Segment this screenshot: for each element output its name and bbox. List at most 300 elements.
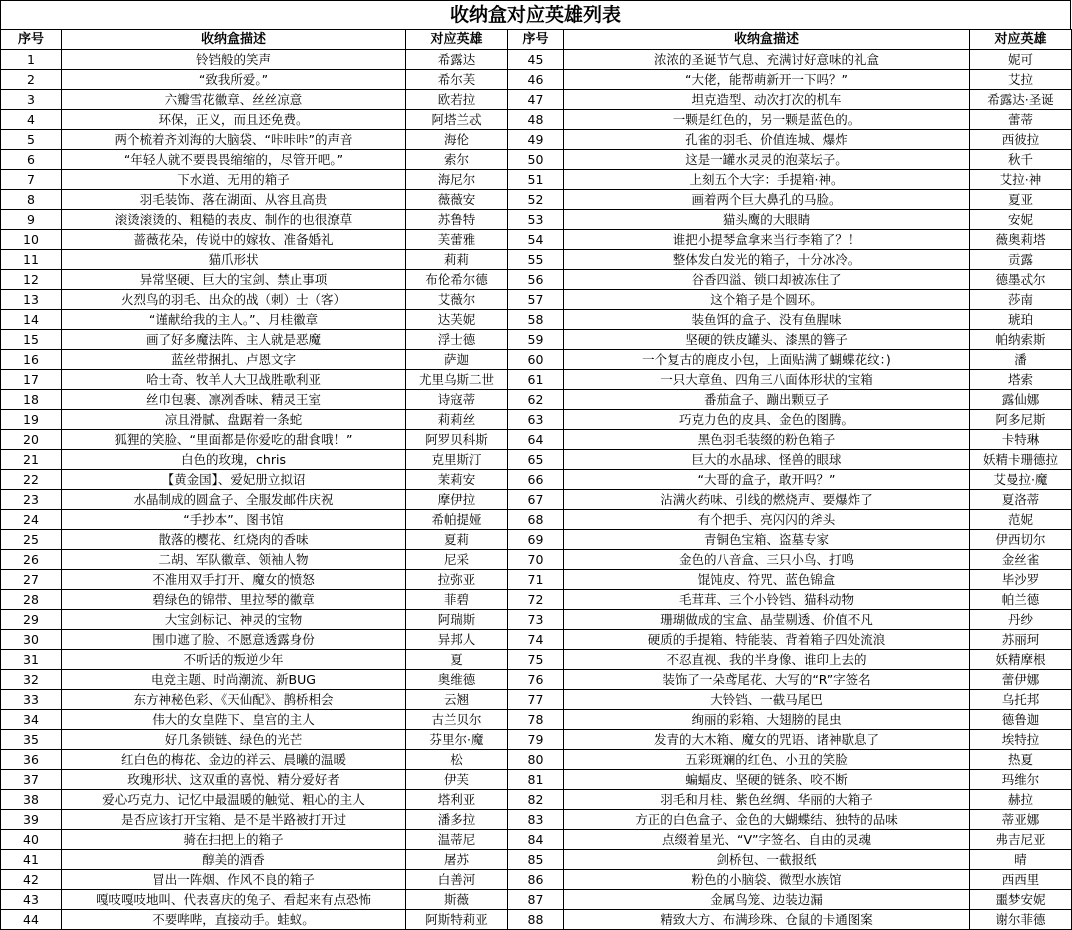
row-hero: 奥维德 (406, 670, 508, 690)
row-no-2: 73 (508, 610, 564, 630)
row-hero: 屠苏 (406, 850, 508, 870)
row-desc-2: 谷香四溢、锁口却被冻住了 (564, 270, 970, 290)
row-desc-2: 装鱼饵的盒子、没有鱼腥味 (564, 310, 970, 330)
row-no: 36 (1, 750, 62, 770)
row-desc: 丝巾包裹、凛冽香味、精灵王室 (62, 390, 406, 410)
row-no-2: 82 (508, 790, 564, 810)
row-desc: 哈士奇、牧羊人大卫战胜歌利亚 (62, 370, 406, 390)
row-no-2: 56 (508, 270, 564, 290)
row-desc-2: 画着两个巨大鼻孔的马脸。 (564, 190, 970, 210)
table-row (1, 310, 1072, 330)
table-row (1, 530, 1072, 550)
row-hero: 塔利亚 (406, 790, 508, 810)
row-desc-2: 五彩斑斓的红色、小丑的笑脸 (564, 750, 970, 770)
row-desc: 嘎吱嘎吱地叫、代表喜庆的兔子、看起来有点恐怖 (62, 890, 406, 910)
row-hero-2: 琥珀 (970, 310, 1072, 330)
row-no-2: 50 (508, 150, 564, 170)
row-hero-2: 西西里 (970, 870, 1072, 890)
row-hero: 芙蕾雅 (406, 230, 508, 250)
row-hero-2: 妖精卡珊德拉 (970, 450, 1072, 470)
row-hero-2: 秋千 (970, 150, 1072, 170)
table-row (1, 330, 1072, 350)
row-no-2: 74 (508, 630, 564, 650)
row-no: 6 (1, 150, 62, 170)
row-no-2: 62 (508, 390, 564, 410)
row-no-2: 68 (508, 510, 564, 530)
table-row (1, 50, 1072, 70)
row-no: 19 (1, 410, 62, 430)
row-desc-2: 馄饨皮、符咒、蓝色锦盒 (564, 570, 970, 590)
row-desc: 【黄金国】、爱妃册立拟诏 (62, 470, 406, 490)
row-desc: 醇美的酒香 (62, 850, 406, 870)
row-no-2: 63 (508, 410, 564, 430)
row-no-2: 85 (508, 850, 564, 870)
row-hero-2: 艾拉 (970, 70, 1072, 90)
row-no: 44 (1, 910, 62, 930)
row-hero-2: 谢尔菲德 (970, 910, 1072, 930)
row-hero: 欧若拉 (406, 90, 508, 110)
row-desc: 红白色的梅花、金边的祥云、晨曦的温暖 (62, 750, 406, 770)
table-row (1, 630, 1072, 650)
row-desc: 两个梳着齐刘海的大脑袋、“咔咔咔”的声音 (62, 130, 406, 150)
row-no-2: 52 (508, 190, 564, 210)
row-desc: 大宝剑标记、神灵的宝物 (62, 610, 406, 630)
row-hero-2: 妖精摩根 (970, 650, 1072, 670)
row-hero-2: 夏洛蒂 (970, 490, 1072, 510)
row-hero-2: 阿多尼斯 (970, 410, 1072, 430)
row-no-2: 58 (508, 310, 564, 330)
row-desc-2: 黑色羽毛装缀的粉色箱子 (564, 430, 970, 450)
row-no: 5 (1, 130, 62, 150)
row-no: 21 (1, 450, 62, 470)
row-no-2: 46 (508, 70, 564, 90)
row-no-2: 70 (508, 550, 564, 570)
row-hero-2: 赫拉 (970, 790, 1072, 810)
row-hero: 古兰贝尔 (406, 710, 508, 730)
row-no: 25 (1, 530, 62, 550)
table-row (1, 450, 1072, 470)
table-row (1, 350, 1072, 370)
row-hero: 夏 (406, 650, 508, 670)
row-desc: 碧绿色的锦带、里拉琴的徽章 (62, 590, 406, 610)
row-hero-2: 毕沙罗 (970, 570, 1072, 590)
row-no-2: 48 (508, 110, 564, 130)
table-row (1, 910, 1072, 930)
row-hero: 阿罗贝科斯 (406, 430, 508, 450)
table-row (1, 710, 1072, 730)
row-desc-2: 一只大章鱼、四角三八面体形状的宝箱 (564, 370, 970, 390)
row-desc: 散落的樱花、红烧肉的香味 (62, 530, 406, 550)
table-row (1, 810, 1072, 830)
row-desc-2: 粉色的小脑袋、微型水族馆 (564, 870, 970, 890)
row-no: 18 (1, 390, 62, 410)
row-no: 31 (1, 650, 62, 670)
row-hero: 萨迦 (406, 350, 508, 370)
row-hero: 温蒂尼 (406, 830, 508, 850)
row-no: 34 (1, 710, 62, 730)
row-hero: 浮士德 (406, 330, 508, 350)
row-hero: 苏鲁特 (406, 210, 508, 230)
row-hero-2: 德鲁迦 (970, 710, 1072, 730)
row-hero-2: 潘 (970, 350, 1072, 370)
header-desc: 收纳盒描述 (62, 30, 406, 50)
row-desc: 滚烫滚烫的、粗糙的表皮、制作的也很潦草 (62, 210, 406, 230)
table-row (1, 150, 1072, 170)
table-row (1, 590, 1072, 610)
row-no-2: 55 (508, 250, 564, 270)
row-hero: 伊芙 (406, 770, 508, 790)
table-row (1, 690, 1072, 710)
row-desc-2: 羽毛和月桂、紫色丝绸、华丽的大箱子 (564, 790, 970, 810)
row-desc: 不听话的叛逆少年 (62, 650, 406, 670)
table-row (1, 570, 1072, 590)
row-no: 28 (1, 590, 62, 610)
row-desc-2: 点缀着星光、“V”字签名、自由的灵魂 (564, 830, 970, 850)
row-no: 17 (1, 370, 62, 390)
row-no: 4 (1, 110, 62, 130)
row-desc-2: “大哥的盒子，敢开吗？” (564, 470, 970, 490)
row-no: 11 (1, 250, 62, 270)
row-desc-2: 不忍直视、我的半身像、谁印上去的 (564, 650, 970, 670)
row-desc-2: 装饰了一朵鸢尾花、大写的“R”字签名 (564, 670, 970, 690)
row-hero: 克里斯汀 (406, 450, 508, 470)
row-hero: 艾薇尔 (406, 290, 508, 310)
row-desc-2: 一颗是红色的，另一颗是蓝色的。 (564, 110, 970, 130)
row-no: 41 (1, 850, 62, 870)
row-desc-2: 有个把手、亮闪闪的斧头 (564, 510, 970, 530)
header-desc-2: 收纳盒描述 (564, 30, 970, 50)
row-no: 7 (1, 170, 62, 190)
row-hero: 茉莉安 (406, 470, 508, 490)
row-no: 15 (1, 330, 62, 350)
row-no: 23 (1, 490, 62, 510)
page-title: 收纳盒对应英雄列表 (0, 0, 1071, 29)
row-hero-2: 玛维尔 (970, 770, 1072, 790)
row-desc: 爱心巧克力、记忆中最温暖的触觉、粗心的主人 (62, 790, 406, 810)
row-desc-2: 毛茸茸、三个小铃铛、猫科动物 (564, 590, 970, 610)
row-no-2: 88 (508, 910, 564, 930)
row-no: 12 (1, 270, 62, 290)
row-hero: 拉弥亚 (406, 570, 508, 590)
row-no: 39 (1, 810, 62, 830)
row-no: 27 (1, 570, 62, 590)
row-desc-2: 一个复古的鹿皮小包，上面贴满了蝴蝶花纹：) (564, 350, 970, 370)
row-no-2: 86 (508, 870, 564, 890)
row-hero-2: 噩梦安妮 (970, 890, 1072, 910)
row-no: 38 (1, 790, 62, 810)
row-desc-2: 发青的大木箱、魔女的咒语、诸神歇息了 (564, 730, 970, 750)
row-desc-2: 巧克力色的皮具、金色的图腾。 (564, 410, 970, 430)
row-desc-2: 大铃铛、一截马尾巴 (564, 690, 970, 710)
row-hero: 松 (406, 750, 508, 770)
table-row (1, 750, 1072, 770)
row-hero-2: 伊西切尔 (970, 530, 1072, 550)
row-desc: 不要哔哔，直接动手。蛙蚁。 (62, 910, 406, 930)
table-row (1, 550, 1072, 570)
table-row (1, 190, 1072, 210)
row-hero-2: 范妮 (970, 510, 1072, 530)
row-desc-2: 青铜色宝箱、盗墓专家 (564, 530, 970, 550)
row-desc: 环保，正义，而且还免费。 (62, 110, 406, 130)
row-desc-2: “大佬，能帮萌新开一下吗？” (564, 70, 970, 90)
row-no: 33 (1, 690, 62, 710)
row-desc: 水晶制成的圆盒子、全服发邮件庆祝 (62, 490, 406, 510)
row-no-2: 45 (508, 50, 564, 70)
table-row (1, 270, 1072, 290)
table-row (1, 670, 1072, 690)
row-hero-2: 帕兰德 (970, 590, 1072, 610)
row-desc: 冒出一阵烟、作风不良的箱子 (62, 870, 406, 890)
row-no: 42 (1, 870, 62, 890)
row-hero-2: 艾曼拉·魔 (970, 470, 1072, 490)
row-no: 10 (1, 230, 62, 250)
header-no-2: 序号 (508, 30, 564, 50)
table-row (1, 470, 1072, 490)
row-desc: 火烈鸟的羽毛、出众的战（刺）士（客） (62, 290, 406, 310)
row-hero: 菲碧 (406, 590, 508, 610)
row-no: 32 (1, 670, 62, 690)
header-no: 序号 (1, 30, 62, 50)
row-no-2: 78 (508, 710, 564, 730)
row-desc: 猫爪形状 (62, 250, 406, 270)
row-no-2: 69 (508, 530, 564, 550)
row-desc: 东方神秘色彩、《天仙配》、鹊桥相会 (62, 690, 406, 710)
row-desc: 好几条锁链、绿色的光芒 (62, 730, 406, 750)
row-no-2: 61 (508, 370, 564, 390)
row-no-2: 77 (508, 690, 564, 710)
row-desc-2: 巨大的水晶球、怪兽的眼球 (564, 450, 970, 470)
row-desc: 蔷薇花朵，传说中的嫁妆、准备婚礼 (62, 230, 406, 250)
row-hero-2: 西彼拉 (970, 130, 1072, 150)
row-desc-2: 绚丽的彩箱、大翅膀的昆虫 (564, 710, 970, 730)
table-row (1, 250, 1072, 270)
table-row (1, 790, 1072, 810)
row-desc: 玫瑰形状、这双重的喜悦、精分爱好者 (62, 770, 406, 790)
row-hero-2: 莎南 (970, 290, 1072, 310)
row-desc-2: 谁把小提琴盒拿来当行李箱了？！ (564, 230, 970, 250)
row-desc: 铃铛般的笑声 (62, 50, 406, 70)
row-hero-2: 丹纱 (970, 610, 1072, 630)
row-hero-2: 苏丽珂 (970, 630, 1072, 650)
row-no-2: 67 (508, 490, 564, 510)
row-desc-2: 沾满火药味、引线的燃烧声、要爆炸了 (564, 490, 970, 510)
row-desc: 伟大的女皇陛下、皇宫的主人 (62, 710, 406, 730)
table-row (1, 510, 1072, 530)
row-no: 16 (1, 350, 62, 370)
table-row (1, 650, 1072, 670)
row-desc: 不准用双手打开、魔女的愤怒 (62, 570, 406, 590)
row-desc: 下水道、无用的箱子 (62, 170, 406, 190)
row-desc-2: 珊瑚做成的宝盒、晶莹剔透、价值不凡 (564, 610, 970, 630)
row-no-2: 49 (508, 130, 564, 150)
table-row (1, 490, 1072, 510)
table-row (1, 230, 1072, 250)
row-hero: 阿塔兰忒 (406, 110, 508, 130)
table-row (1, 430, 1072, 450)
row-no: 2 (1, 70, 62, 90)
row-no: 9 (1, 210, 62, 230)
row-desc: 骑在扫把上的箱子 (62, 830, 406, 850)
row-no: 1 (1, 50, 62, 70)
row-hero-2: 安妮 (970, 210, 1072, 230)
row-no-2: 79 (508, 730, 564, 750)
row-no-2: 72 (508, 590, 564, 610)
table-row (1, 870, 1072, 890)
table-row (1, 370, 1072, 390)
table-row (1, 390, 1072, 410)
header-hero-2: 对应英雄 (970, 30, 1072, 50)
row-hero: 布伦希尔德 (406, 270, 508, 290)
row-desc-2: 这个箱子是个圆环。 (564, 290, 970, 310)
row-no-2: 84 (508, 830, 564, 850)
row-hero: 莉莉 (406, 250, 508, 270)
row-no: 29 (1, 610, 62, 630)
row-hero-2: 金丝雀 (970, 550, 1072, 570)
row-hero: 异邦人 (406, 630, 508, 650)
row-desc-2: 整体发白发光的箱子，十分冰冷。 (564, 250, 970, 270)
row-no-2: 75 (508, 650, 564, 670)
row-desc: 二胡、军队徽章、领袖人物 (62, 550, 406, 570)
table-row (1, 730, 1072, 750)
row-desc-2: 坦克造型、动次打次的机车 (564, 90, 970, 110)
row-desc-2: 这是一罐水灵灵的泡菜坛子。 (564, 150, 970, 170)
table-row (1, 290, 1072, 310)
table-row (1, 890, 1072, 910)
row-hero: 尤里乌斯二世 (406, 370, 508, 390)
row-desc-2: 孔雀的羽毛、价值连城、爆炸 (564, 130, 970, 150)
row-hero: 希尔芙 (406, 70, 508, 90)
table-row (1, 410, 1072, 430)
row-no-2: 53 (508, 210, 564, 230)
table-body (1, 50, 1072, 930)
row-no: 24 (1, 510, 62, 530)
row-desc: 凉且滑腻、盘踞着一条蛇 (62, 410, 406, 430)
row-hero-2: 贡露 (970, 250, 1072, 270)
row-desc: 蓝丝带捆扎、卢恩文字 (62, 350, 406, 370)
row-hero-2: 蕾蒂 (970, 110, 1072, 130)
row-hero: 云翘 (406, 690, 508, 710)
row-no: 43 (1, 890, 62, 910)
row-no: 8 (1, 190, 62, 210)
row-desc: 画了好多魔法阵、主人就是恶魔 (62, 330, 406, 350)
row-desc: “致我所爱。” (62, 70, 406, 90)
row-desc-2: 猫头鹰的大眼睛 (564, 210, 970, 230)
row-hero: 薇薇安 (406, 190, 508, 210)
row-hero-2: 晴 (970, 850, 1072, 870)
row-desc-2: 硬质的手提箱、特能装、背着箱子四处流浪 (564, 630, 970, 650)
row-hero-2: 希露达·圣诞 (970, 90, 1072, 110)
header-hero: 对应英雄 (406, 30, 508, 50)
row-no: 13 (1, 290, 62, 310)
row-hero-2: 热夏 (970, 750, 1072, 770)
row-no-2: 87 (508, 890, 564, 910)
row-no: 35 (1, 730, 62, 750)
table-row (1, 70, 1072, 90)
header-row (1, 30, 1072, 50)
row-no-2: 59 (508, 330, 564, 350)
row-hero: 达芙妮 (406, 310, 508, 330)
row-no: 30 (1, 630, 62, 650)
row-hero: 夏莉 (406, 530, 508, 550)
row-no: 26 (1, 550, 62, 570)
row-hero: 希露达 (406, 50, 508, 70)
row-desc: 电竞主题、时尚潮流、新BUG (62, 670, 406, 690)
table-row (1, 850, 1072, 870)
row-hero-2: 乌托邦 (970, 690, 1072, 710)
row-hero: 诗寇蒂 (406, 390, 508, 410)
table-row (1, 210, 1072, 230)
row-hero: 阿瑞斯 (406, 610, 508, 630)
row-hero: 斯薇 (406, 890, 508, 910)
row-no-2: 83 (508, 810, 564, 830)
row-no: 3 (1, 90, 62, 110)
table-row (1, 610, 1072, 630)
row-hero: 海伦 (406, 130, 508, 150)
row-desc: 是否应该打开宝箱、是不是半路被打开过 (62, 810, 406, 830)
row-no-2: 66 (508, 470, 564, 490)
row-desc: “年轻人就不要畏畏缩缩的，尽管开吧。” (62, 150, 406, 170)
row-no: 14 (1, 310, 62, 330)
table-row (1, 90, 1072, 110)
row-desc-2: 金色的八音盒、三只小鸟、打鸣 (564, 550, 970, 570)
row-hero: 海尼尔 (406, 170, 508, 190)
row-hero: 阿斯特莉亚 (406, 910, 508, 930)
row-desc-2: 上刻五个大字：手提箱·神。 (564, 170, 970, 190)
row-desc-2: 金属鸟笼、边装边漏 (564, 890, 970, 910)
table-row (1, 130, 1072, 150)
row-hero-2: 弗吉尼亚 (970, 830, 1072, 850)
row-no-2: 60 (508, 350, 564, 370)
row-hero: 莉莉丝 (406, 410, 508, 430)
row-no-2: 80 (508, 750, 564, 770)
row-no-2: 76 (508, 670, 564, 690)
table-row (1, 110, 1072, 130)
row-hero-2: 夏亚 (970, 190, 1072, 210)
row-desc: 羽毛装饰、落在湖面、从容且高贵 (62, 190, 406, 210)
row-hero-2: 帕纳索斯 (970, 330, 1072, 350)
row-desc-2: 蝙蝠皮、坚硬的链条、咬不断 (564, 770, 970, 790)
row-hero-2: 艾拉·神 (970, 170, 1072, 190)
row-no-2: 47 (508, 90, 564, 110)
row-desc: 狐狸的笑脸、“里面都是你爱吃的甜食哦！” (62, 430, 406, 450)
hero-box-table (0, 29, 1072, 930)
row-hero: 索尔 (406, 150, 508, 170)
row-hero: 芬里尔·魔 (406, 730, 508, 750)
row-hero: 希帕提娅 (406, 510, 508, 530)
row-hero: 摩伊拉 (406, 490, 508, 510)
row-hero: 尼采 (406, 550, 508, 570)
row-hero: 白善河 (406, 870, 508, 890)
row-no-2: 81 (508, 770, 564, 790)
row-hero: 潘多拉 (406, 810, 508, 830)
row-no-2: 54 (508, 230, 564, 250)
row-desc-2: 坚硬的铁皮罐头、漆黑的簪子 (564, 330, 970, 350)
row-desc-2: 番茄盒子、蹦出颗豆子 (564, 390, 970, 410)
row-no-2: 64 (508, 430, 564, 450)
row-no: 37 (1, 770, 62, 790)
table-row (1, 770, 1072, 790)
row-hero-2: 塔索 (970, 370, 1072, 390)
row-desc-2: 剑桥包、一截报纸 (564, 850, 970, 870)
row-desc-2: 浓浓的圣诞节气息、充满讨好意味的礼盒 (564, 50, 970, 70)
row-desc: 围巾遮了脸、不愿意透露身份 (62, 630, 406, 650)
row-desc: “谨献给我的主人。”、月桂徽章 (62, 310, 406, 330)
row-hero-2: 露仙娜 (970, 390, 1072, 410)
row-hero-2: 德墨忒尔 (970, 270, 1072, 290)
row-desc: “手抄本”、图书馆 (62, 510, 406, 530)
table-row (1, 170, 1072, 190)
row-hero-2: 蒂亚娜 (970, 810, 1072, 830)
